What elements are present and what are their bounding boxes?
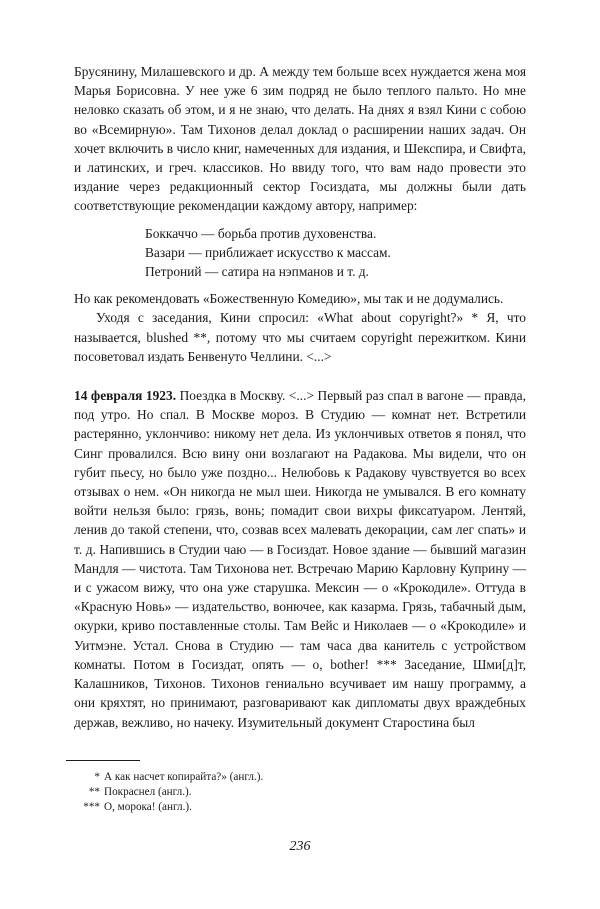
page-number: 236 [289, 839, 311, 854]
footnote [78, 770, 518, 785]
paragraph-divine-comedy: Но как рекомендовать «Божественную Комедию», мы так и не додумались. [74, 291, 504, 307]
list-item: Петроний — сатира на нэпманов и т. д. [145, 264, 369, 280]
footnote-mark: * [94, 771, 100, 783]
entry-date: 14 февраля 1923. [74, 388, 177, 404]
entry-gap [74, 366, 526, 386]
footnote [78, 800, 518, 815]
paragraph-copyright: Уходя с заседания, Кини спросил: «What about copyright?» * Я, что называется, blushed **, потому что мы считаем copyright пережитком. Кини посоветовал издать Бенвенуто Челлини. <...> [74, 310, 526, 364]
footnote-text: А как насчет копирайта?» (англ.). [104, 771, 264, 783]
footnote [78, 785, 518, 800]
footnote-text: О, морока! (англ.). [104, 801, 192, 813]
page-body [74, 62, 526, 732]
entry-text: Поездка в Москву. <...> Первый раз спал в вагоне — правда, под утро. Но спал. В Москве мороз. В Студию — комнат нет. Встретили растерянно, уклончиво: никому нет дела. Из уклончивых ответов я понял, что Синг провалился. Всю вину они возлагают на Радакова. Мы видели, что он губит пьесу, но было уже поздно... Нелюбовь к Радакову чувствуется во всех отзывах о нем. «Он никогда не мыл шеи. Никогда не умывался. В его комнату войти нельзя было: грязь, вонь; помадит свои вихры фиксатуаром. Лентяй, ленив до такой степени, что, созвав всех малевать декорации, сам лег спать» и т. д. Напившись в Студии чаю — в Госиздат. Новое здание — бывший магазин Мандля — чистота. Там Тихонова нет. Встречаю Марию Карловну Куприну — и с ужасом вижу, что она уже старушка. Мексин — о «Крокодиле». Оттуда в «Красную Новь» — издательство, вонючее, как казарма. Грязь, табачный дым, окурки, криво поставленные столы. Там Вейс и Николаев — о «Крокодиле» и Уитмэне. Устал. Снова в Студию — там часа два канитель с устройством комнаты. Потом в Госиздат, опять — о, bother! *** Заседание, Шми[д]т, Калашников, Тихонов. Тихонов гениально всучивает им нашу программу, а они кряхтят, но принимают, разговаривают как дипломаты двух враждебных держав, вежливо, но начеку. Изумительный документ Старостина был [74, 388, 526, 730]
recommendation-list [145, 224, 526, 282]
footnote-text: Покраснел (англ.). [104, 786, 192, 798]
paragraph-continued: Брусянину, Милашевского и др. А между тем больше всех нуждается жена моя Марья Борисовна. У нее уже 6 зим подряд не было теплого пальто. Но мне неловко сказать об этом, и я не знаю, что делать. На днях я взял Кини с собою во «Всемирную». Там Тихонов делал доклад о расширении наших задач. Он хочет включить в число книг, намеченных для издания, и Шекспира, и Свифта, и латинских, и греч. классиков. Но ввиду того, что вам надо провести это издание через редакционный сектор Госиздата, мы должны были дать соответствующие рекомендации каждому автору, например: [74, 64, 526, 214]
footnote-divider [66, 760, 140, 761]
footnote-mark: *** [83, 801, 100, 813]
footnotes [78, 770, 518, 815]
footnote-mark: ** [88, 786, 100, 798]
list-item: Боккаччо — борьба против духовенства. [145, 225, 377, 241]
list-item: Вазари — приближает искусство к массам. [145, 244, 391, 260]
diary-entry [74, 386, 526, 732]
